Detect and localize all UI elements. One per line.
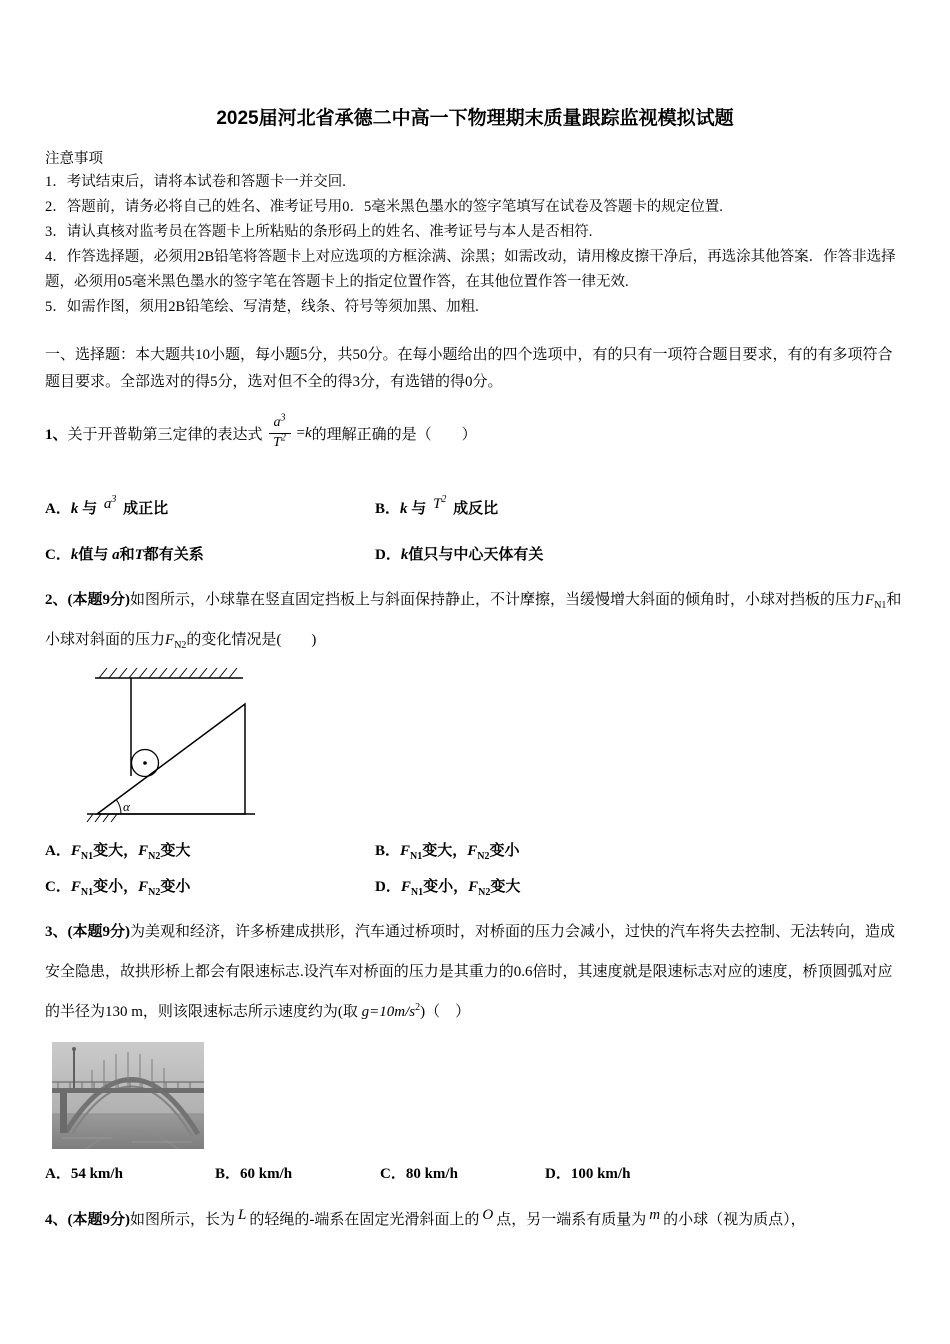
q3-text-2: )（ ） bbox=[420, 1004, 471, 1020]
notice-heading: 注意事项 bbox=[45, 151, 103, 167]
q2-option-d bbox=[375, 876, 520, 898]
notice-item-2: 2．答题前，请务必将自己的姓名、准考证号用0．5毫米黑色墨水的签字笔填写在试卷及答题卡的规定位置. bbox=[45, 199, 723, 215]
q2-option-a-v2: 变大 bbox=[160, 843, 191, 859]
question-3-stem bbox=[45, 912, 905, 1032]
q3-option-a-text: 54 km/h bbox=[70, 1166, 123, 1182]
symbol-F: F bbox=[400, 879, 411, 895]
arch-bridge-photo bbox=[52, 1042, 204, 1149]
symbol-F: F bbox=[400, 843, 411, 859]
q2-option-a bbox=[45, 840, 375, 862]
q2-option-b bbox=[375, 840, 520, 862]
question-2-stem bbox=[45, 580, 905, 660]
symbol-a: a bbox=[273, 415, 281, 431]
q2-option-d-v1: 变小， bbox=[423, 879, 469, 895]
alpha-angle-label: α bbox=[123, 799, 130, 814]
q1-text-prefix: 关于开普勒第三定律的表达式 bbox=[67, 426, 263, 443]
q2-text-1: 如图所示，小球靠在竖直固定挡板上与斜面保持静止，不计摩擦，当缓慢增大斜面的倾角时，小球对挡板的压力 bbox=[130, 592, 866, 608]
q2-option-b-v2: 变小 bbox=[489, 843, 520, 859]
q4-text-3: 点，另一端系有质量为 bbox=[496, 1212, 647, 1228]
q3-option-d-text: 100 km/h bbox=[570, 1166, 631, 1182]
q1-number: 1、 bbox=[45, 426, 68, 443]
subscript-N2: N2 bbox=[148, 887, 161, 898]
q2-options-row-1 bbox=[45, 840, 905, 862]
symbol-F: F bbox=[138, 843, 149, 859]
symbol-L: L bbox=[238, 1207, 247, 1223]
q1-text-suffix: 的理解正确的是（ ） bbox=[311, 426, 477, 443]
q3-option-b bbox=[215, 1163, 380, 1185]
fraction-denominator bbox=[273, 434, 286, 451]
symbol-F: F bbox=[70, 843, 81, 859]
q2-text-3: 的变化情况是( ) bbox=[186, 632, 317, 648]
math-T-squared bbox=[433, 496, 446, 512]
q2-options-row-2 bbox=[45, 876, 905, 898]
symbol-F: F bbox=[467, 843, 478, 859]
q1-option-c-p3: 都有关系 bbox=[143, 547, 204, 563]
symbol-F: F bbox=[70, 879, 81, 895]
subscript-N2: N2 bbox=[478, 887, 491, 898]
kepler-fraction bbox=[269, 412, 291, 450]
q2-option-b-v1: 变大， bbox=[422, 843, 468, 859]
q3-option-d-label: D． bbox=[545, 1166, 571, 1182]
q2-text-2: 和小球对斜面的压力 bbox=[45, 592, 902, 648]
q1-option-c-label: C． bbox=[45, 547, 71, 563]
q2-option-b-label: B． bbox=[375, 843, 401, 859]
exponent-3: 3 bbox=[280, 412, 286, 424]
symbol-k: k bbox=[70, 547, 79, 563]
q4-number: 4、(本题9分) bbox=[45, 1212, 130, 1228]
q1-option-a-tail: 成正比 bbox=[123, 501, 169, 517]
symbol-F: F bbox=[138, 879, 149, 895]
bridge-photo-figure bbox=[52, 1042, 905, 1149]
q2-option-c-label: C． bbox=[45, 879, 71, 895]
q3-option-b-text: 60 km/h bbox=[240, 1166, 293, 1182]
q3-option-c bbox=[380, 1163, 545, 1185]
q1-option-c bbox=[45, 544, 375, 566]
q1-option-b-tail: 成反比 bbox=[453, 501, 499, 517]
exponent-2: 2 bbox=[280, 432, 286, 444]
subscript-N1: N1 bbox=[874, 600, 887, 611]
notice-item-4: 4．作答选择题，必须用2B铅笔将答题卡上对应选项的方框涂满、涂黑；如需改动，请用橡皮擦干净后，再选涂其他答案．作答非选择题，必须用05毫米黑色墨水的签字笔在答题卡上的指定位置作答，在其他位置作答一律无效. bbox=[45, 249, 896, 290]
symbol-k: k bbox=[400, 501, 408, 517]
q2-option-a-v1: 变大， bbox=[93, 843, 139, 859]
math-g-equals: g=10m/s bbox=[361, 1004, 416, 1020]
symbol-k: k bbox=[70, 501, 79, 517]
q3-options-row bbox=[45, 1163, 905, 1185]
symbol-T: T bbox=[433, 496, 442, 512]
q1-option-c-p2: 和 bbox=[119, 547, 135, 563]
symbol-F: F bbox=[865, 592, 875, 608]
symbol-a: a bbox=[103, 496, 112, 512]
subscript-N1: N1 bbox=[80, 887, 94, 898]
q1-option-b bbox=[375, 494, 499, 520]
q3-option-b-label: B． bbox=[215, 1166, 241, 1182]
exponent-2: 2 bbox=[441, 494, 447, 505]
q3-number: 3、(本题9分) bbox=[45, 924, 130, 940]
notice-item-5: 5．如需作图，须用2B铅笔绘、写清楚，线条、符号等须加黑、加粗. bbox=[45, 299, 479, 315]
notice-item-1: 1．考试结束后，请将本试卷和答题卡一并交回. bbox=[45, 174, 346, 190]
q3-text-1: 为美观和经济，许多桥建成拱形，汽车通过桥项时，对桥面的压力会减小，过快的汽车将失去控制、无法转向，造成安全隐患，故拱形桥上都会有限速标志.设汽车对桥面的压力是其重力的0.6倍时，其速度就是限速标志对应的速度，桥顶圆弧对应的半径为130 m，则该限速标志所示速度约为(取 bbox=[45, 924, 896, 1020]
q3-option-a-label: A． bbox=[45, 1166, 71, 1182]
symbol-T: T bbox=[273, 435, 281, 450]
subscript-N2: N2 bbox=[477, 851, 490, 862]
symbol-a: a bbox=[112, 547, 120, 563]
q1-options-row-1 bbox=[45, 494, 905, 520]
math-a-cubed bbox=[104, 496, 117, 512]
q3-option-c-label: C． bbox=[380, 1166, 406, 1182]
section-one-heading: 一、选择题：本大题共10小题，每小题5分，共50分。在每小题给出的四个选项中，有的只有一项符合题目要求，有的有多项符合题目要求。全部选对的得5分，选对但不全的得3分，有选错的得0分。 bbox=[45, 347, 893, 390]
q2-option-d-v2: 变大 bbox=[490, 879, 521, 895]
q1-option-d-label: D． bbox=[375, 547, 401, 563]
q1-option-b-mid: 与 bbox=[411, 501, 427, 517]
q1-option-c-p1: 值与 bbox=[78, 547, 109, 563]
q2-option-a-label: A． bbox=[45, 843, 71, 859]
q1-option-a-label: A． bbox=[45, 501, 71, 517]
q1-option-b-label: B． bbox=[375, 501, 401, 517]
q3-option-a bbox=[45, 1163, 215, 1185]
symbol-F: F bbox=[165, 632, 175, 648]
subscript-N2: N2 bbox=[148, 851, 161, 862]
equals-sign: = bbox=[296, 424, 305, 441]
q2-number: 2、(本题9分) bbox=[45, 592, 130, 608]
q1-option-a bbox=[45, 494, 375, 520]
exponent-2: 2 bbox=[415, 1002, 421, 1013]
subscript-N1: N1 bbox=[410, 887, 424, 898]
q4-text-2: 的轻绳的-端系在固定光滑斜面上的 bbox=[249, 1212, 480, 1228]
q1-options-row-2 bbox=[45, 544, 905, 566]
symbol-m: m bbox=[649, 1207, 661, 1223]
q1-option-d-text: 值只与中心天体有关 bbox=[408, 547, 544, 563]
q2-option-d-label: D． bbox=[375, 879, 401, 895]
q4-text-1: 如图所示，长为 bbox=[130, 1212, 236, 1228]
subscript-N1: N1 bbox=[80, 851, 94, 862]
q2-option-c-v2: 变小 bbox=[160, 879, 191, 895]
exponent-3: 3 bbox=[111, 494, 117, 505]
symbol-k: k bbox=[305, 424, 312, 441]
incline-diagram-figure bbox=[85, 664, 905, 826]
symbol-T: T bbox=[134, 547, 144, 563]
question-4-stem bbox=[45, 1205, 905, 1235]
notice-item-3: 3．请认真核对监考员在答题卡上所粘贴的条形码上的姓名、准考证号与本人是否相符. bbox=[45, 224, 593, 240]
q2-option-c bbox=[45, 876, 375, 898]
symbol-k: k bbox=[400, 547, 409, 563]
subscript-N2: N2 bbox=[174, 640, 187, 651]
q2-option-c-v1: 变小， bbox=[93, 879, 139, 895]
fraction-numerator bbox=[269, 412, 291, 434]
q4-text-4: 的小球（视为质点）， bbox=[663, 1212, 806, 1228]
ball-wall-incline-diagram bbox=[85, 664, 260, 826]
question-1-stem bbox=[45, 408, 905, 458]
q3-option-c-text: 80 km/h bbox=[405, 1166, 458, 1182]
subscript-N1: N1 bbox=[410, 851, 423, 862]
q1-option-d bbox=[375, 544, 543, 566]
symbol-F: F bbox=[468, 879, 479, 895]
q3-option-d bbox=[545, 1163, 630, 1185]
q1-option-a-mid: 与 bbox=[82, 501, 98, 517]
exam-title: 2025届河北省承德二中高一下物理期末质量跟踪监视模拟试题 bbox=[216, 108, 734, 129]
symbol-O: O bbox=[482, 1207, 494, 1223]
